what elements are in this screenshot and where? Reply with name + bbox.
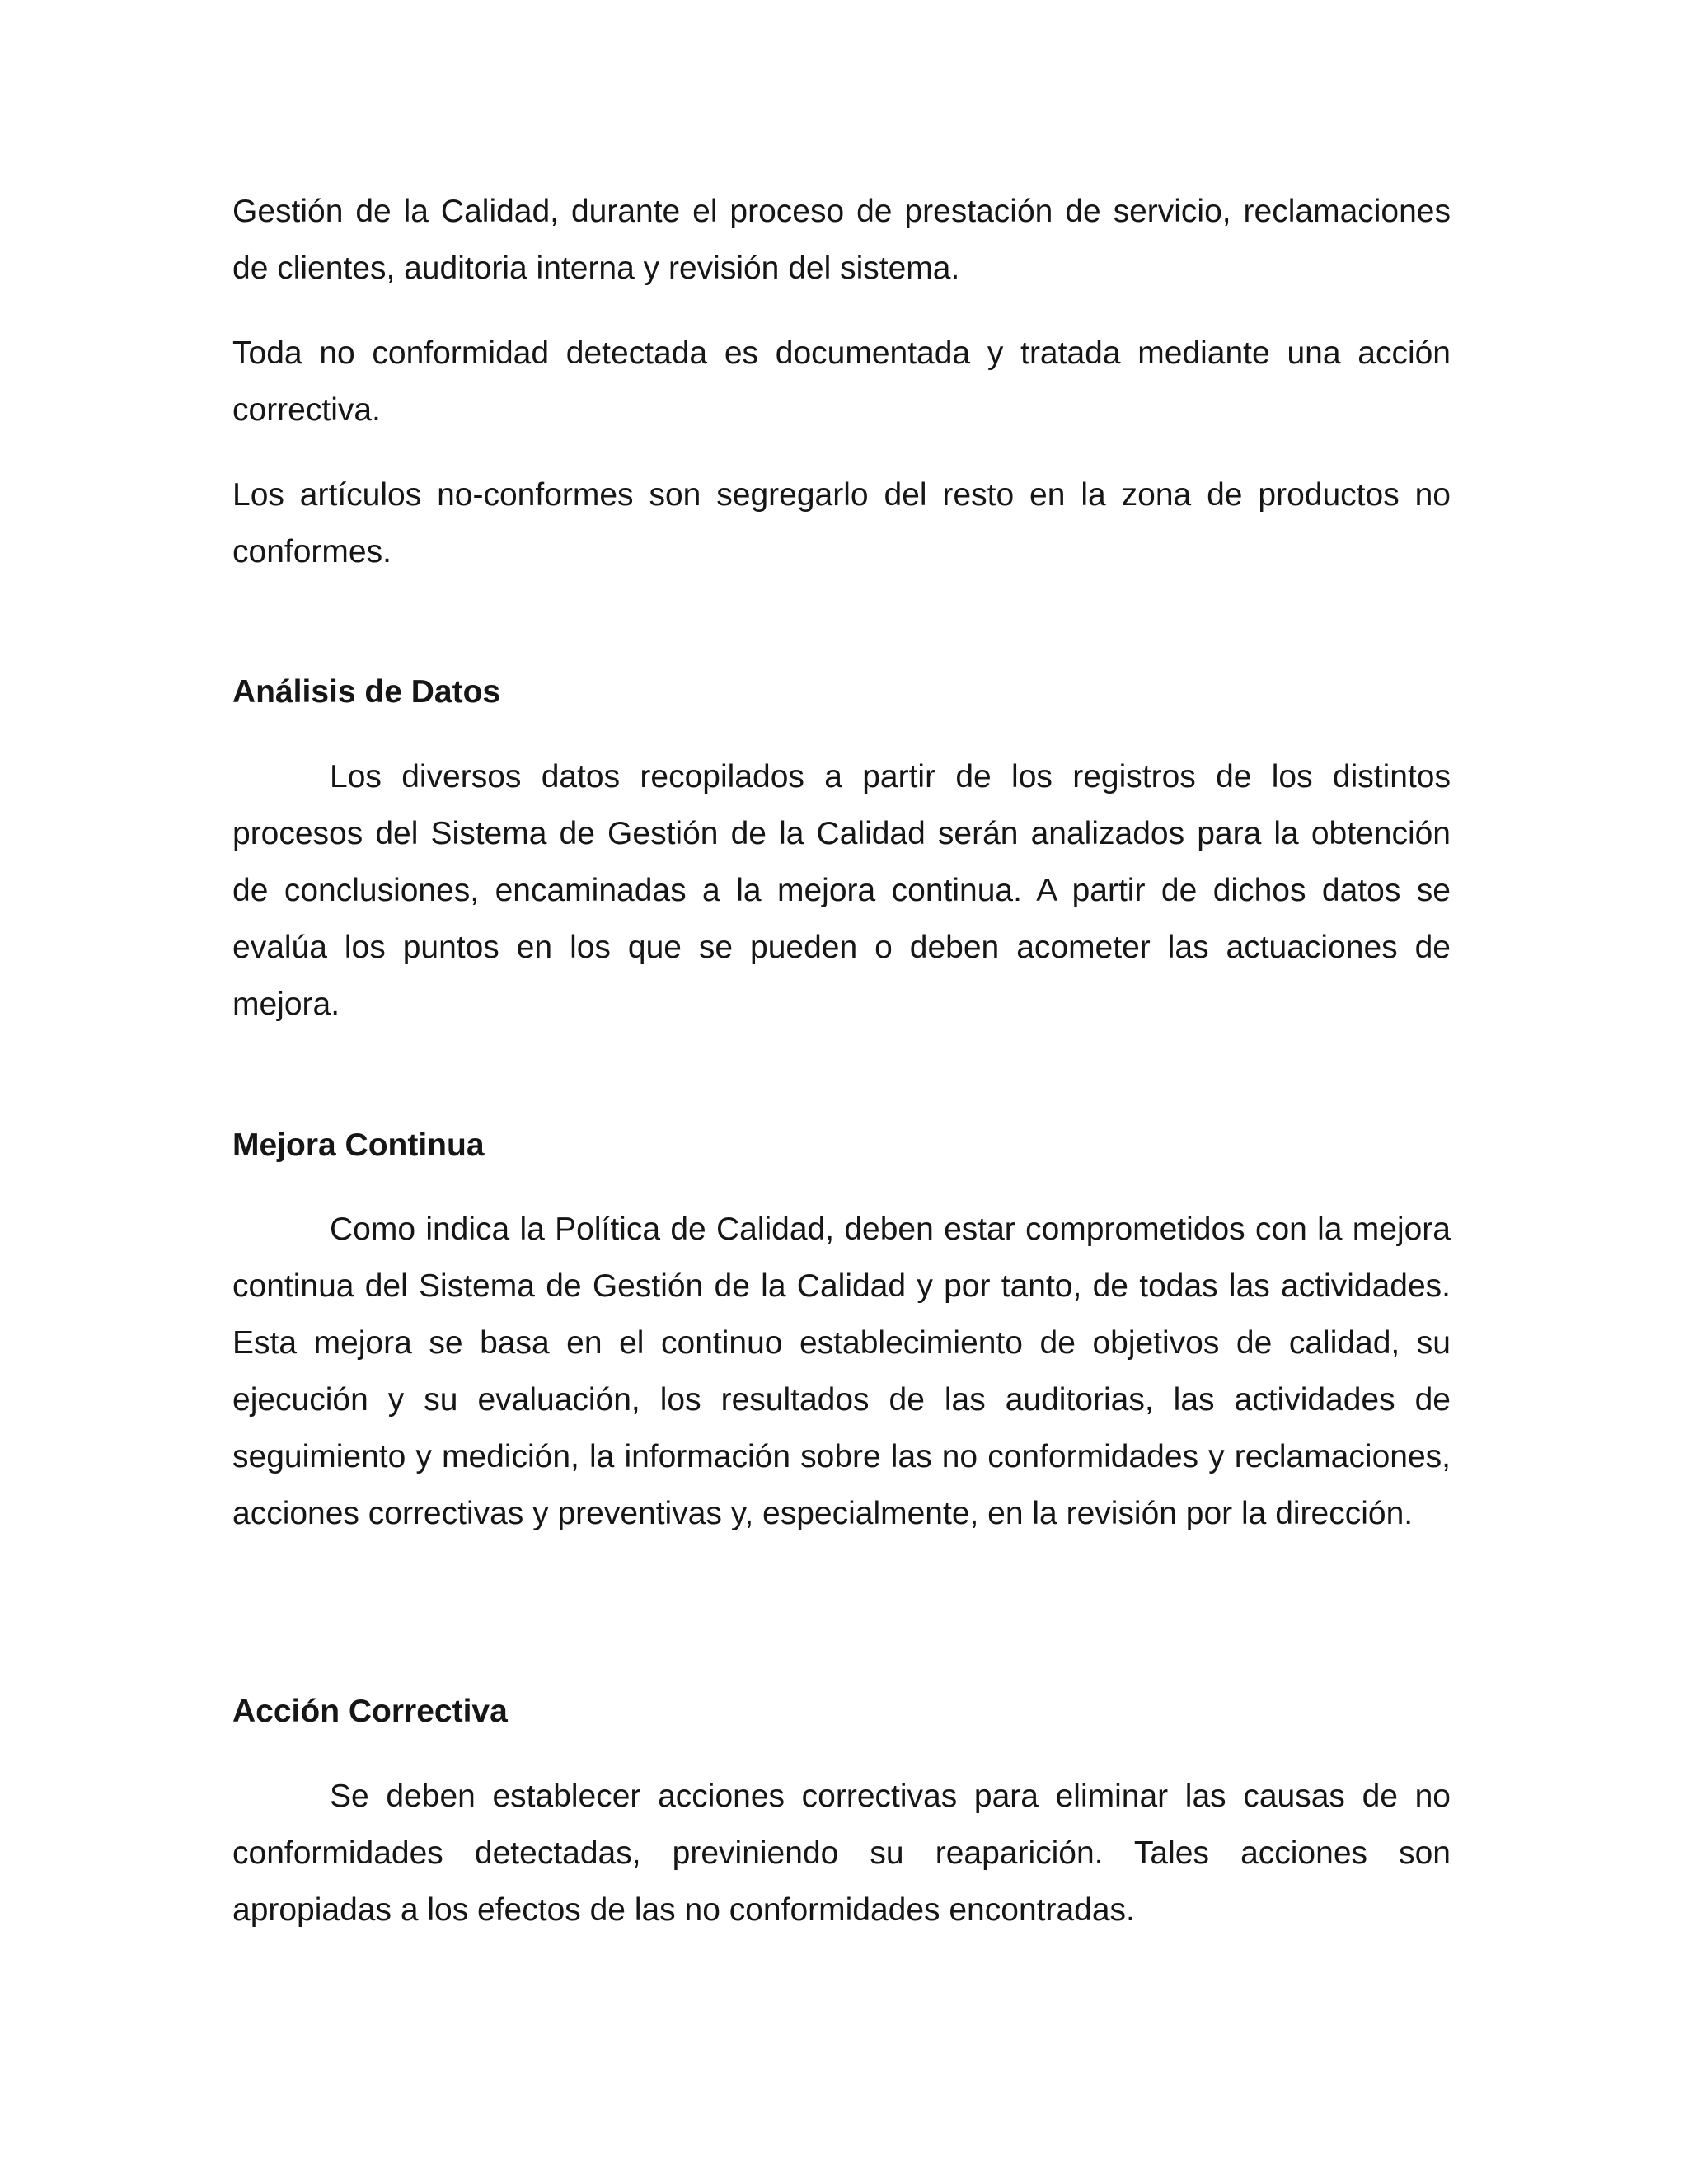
paragraph-analisis-de-datos: Los diversos datos recopilados a partir de los registros de los distintos procesos del Sistema de Gestión de la Calidad serán analizados para la obtención de conclusiones, encaminadas a la mejora continua. A partir de dichos datos se evalúa los puntos en los que se pueden o deben acometer las actuaciones de mejora. <box>232 759 1451 1022</box>
heading-mejora-continua: Mejora Continua <box>232 1127 485 1163</box>
paragraph-accion-correctiva: Se deben establecer acciones correctivas para eliminar las causas de no conformidades detectadas, previniendo su reaparición. Tales acciones son apropiadas a los efectos de las no conformidades encontradas. <box>232 1779 1451 1928</box>
paragraph-gestion-calidad: Gestión de la Calidad, durante el proceso de prestación de servicio, reclamaciones de clientes, auditoria interna y revisión del sistema. <box>232 194 1451 286</box>
paragraph-mejora-continua: Como indica la Política de Calidad, deben estar comprometidos con la mejora continua del Sistema de Gestión de la Calidad y por tanto, de todas las actividades. Esta mejora se basa en el continuo establecimiento de objetivos de calidad, su ejecución y su evaluación, los resultados de las auditorias, las actividades de seguimiento y medición, la información sobre las no conformidades y reclamaciones, acciones correctivas y preventivas y, especialmente, en la revisión por la dirección. <box>232 1212 1451 1531</box>
heading-accion-correctiva: Acción Correctiva <box>232 1694 508 1729</box>
heading-analisis-de-datos: Análisis de Datos <box>232 674 501 710</box>
paragraph-articulos-no-conformes: Los artículos no-conformes son segregarlo del resto en la zona de productos no conformes. <box>232 477 1451 569</box>
paragraph-no-conformidad: Toda no conformidad detectada es documentada y tratada mediante una acción correctiva. <box>232 335 1451 428</box>
